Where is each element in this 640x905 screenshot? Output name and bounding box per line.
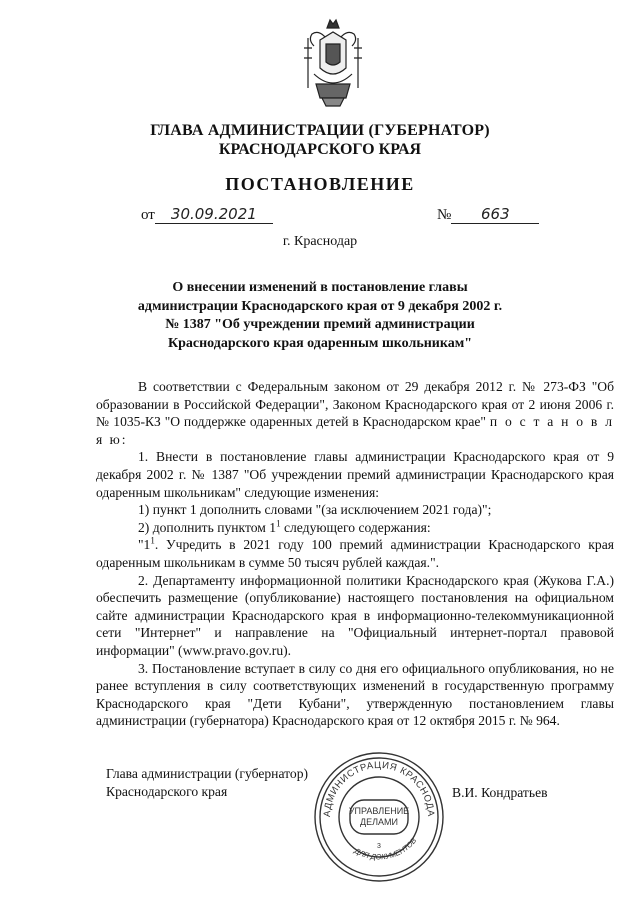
paragraph-1-item-1: 1) пункт 1 дополнить словами "(за исключением 2021 года)"; [138,502,492,518]
item-2-text-end: следующего содержания: [280,519,431,535]
date-prefix: от [141,207,155,223]
signatory-name: В.И. Кондратьев [452,785,548,800]
date-value: 30.09.2021 [155,205,273,224]
quoted-amendment [96,536,614,571]
decree-word: п о с т а н о в л я ю: [96,414,614,447]
city-line: г. Краснодар [282,234,358,249]
seal-ring-path: АДМИНИСТРАЦИЯ КРАСНОДА [321,759,437,818]
seal-number: 3 [377,843,381,850]
seal-bottom-text [352,836,418,861]
seal-center-line2: ДЕЛАМИ [360,817,398,827]
seal-center-line1: УПРАВЛЕНИЕ [348,806,410,816]
subject-line: администрации Краснодарского края от 9 декабря 2002 г. [137,298,503,314]
document-body [96,378,614,730]
paragraph-1-item-2 [96,519,614,537]
signatory-position [106,765,308,800]
preamble-text: В соответствии с Федеральным законом от 29 декабря 2012 г. № 273-ФЗ "Об образовании в Российской Федерации", Законом Краснодарского края от 2 июня 2006 г. № 1035-КЗ "О поддержке одаренных детей в Краснодарском крае" [96,379,614,430]
paragraph-1: 1. Внести в постановление главы администрации Краснодарского края от 9 декабря 2002 г. № 1387 "Об учреждении премий администрации Краснодарского края одаренным школьникам" следующие изменения: [96,449,614,500]
quote-text: . Учредить в 2021 году 100 премий администрации Краснодарского края одаренным школьникам в сумме 50 тысяч рублей каждая.". [96,537,614,570]
paragraph-2: 2. Департаменту информационной политики Краснодарского края (Жукова Г.А.) обеспечить размещение (опубликование) настоящего постановления на официальном сайте администрации Краснодарского края в информационно-телекоммуникационной сети "Интернет" и направление на "Официальный интернет-портал правовой информации" (www.pravo.gov.ru). [96,572,614,658]
subject-line: Краснодарского края одаренным школьникам" [167,335,473,351]
position-line: Глава администрации (губернатор) [106,766,309,781]
quote-start: "1 [138,537,151,553]
superscript: 1 [150,535,155,546]
paragraph-3: 3. Постановление вступает в силу со дня его официального опубликования, но не ранее вступления в силу соответствующих изменений в государственную программу Краснодарского края "Дети Кубани", утвержденную постановлением главы администрации (губернатора) Краснодарского края от 12 октября 2015 г. № 964. [96,660,614,729]
issuer-line-1: ГЛАВА АДМИНИСТРАЦИИ (ГУБЕРНАТОР) [150,122,490,139]
issuer-line-2: КРАСНОДАРСКОГО КРАЯ [218,141,422,158]
date-field [141,205,273,224]
seal-bottom-path: ДЛЯ ДОКУМЕНТОВ [352,836,419,862]
superscript: 1 [276,518,281,529]
subject-line: № 1387 "Об учреждении премий администрации [165,317,475,332]
position-line: Краснодарского края [106,783,228,799]
document-type-title: ПОСТАНОВЛЕНИЕ [225,174,415,194]
number-prefix: № [437,207,452,223]
official-seal-stamp [310,748,448,886]
subject-heading [110,279,530,353]
preamble-paragraph [96,378,614,448]
item-2-text: 2) дополнить пунктом 1 [138,519,277,535]
number-value: 663 [451,205,539,224]
number-field [437,205,539,224]
subject-line: О внесении изменений в постановление главы [172,280,468,295]
coat-of-arms-emblem [300,18,366,110]
